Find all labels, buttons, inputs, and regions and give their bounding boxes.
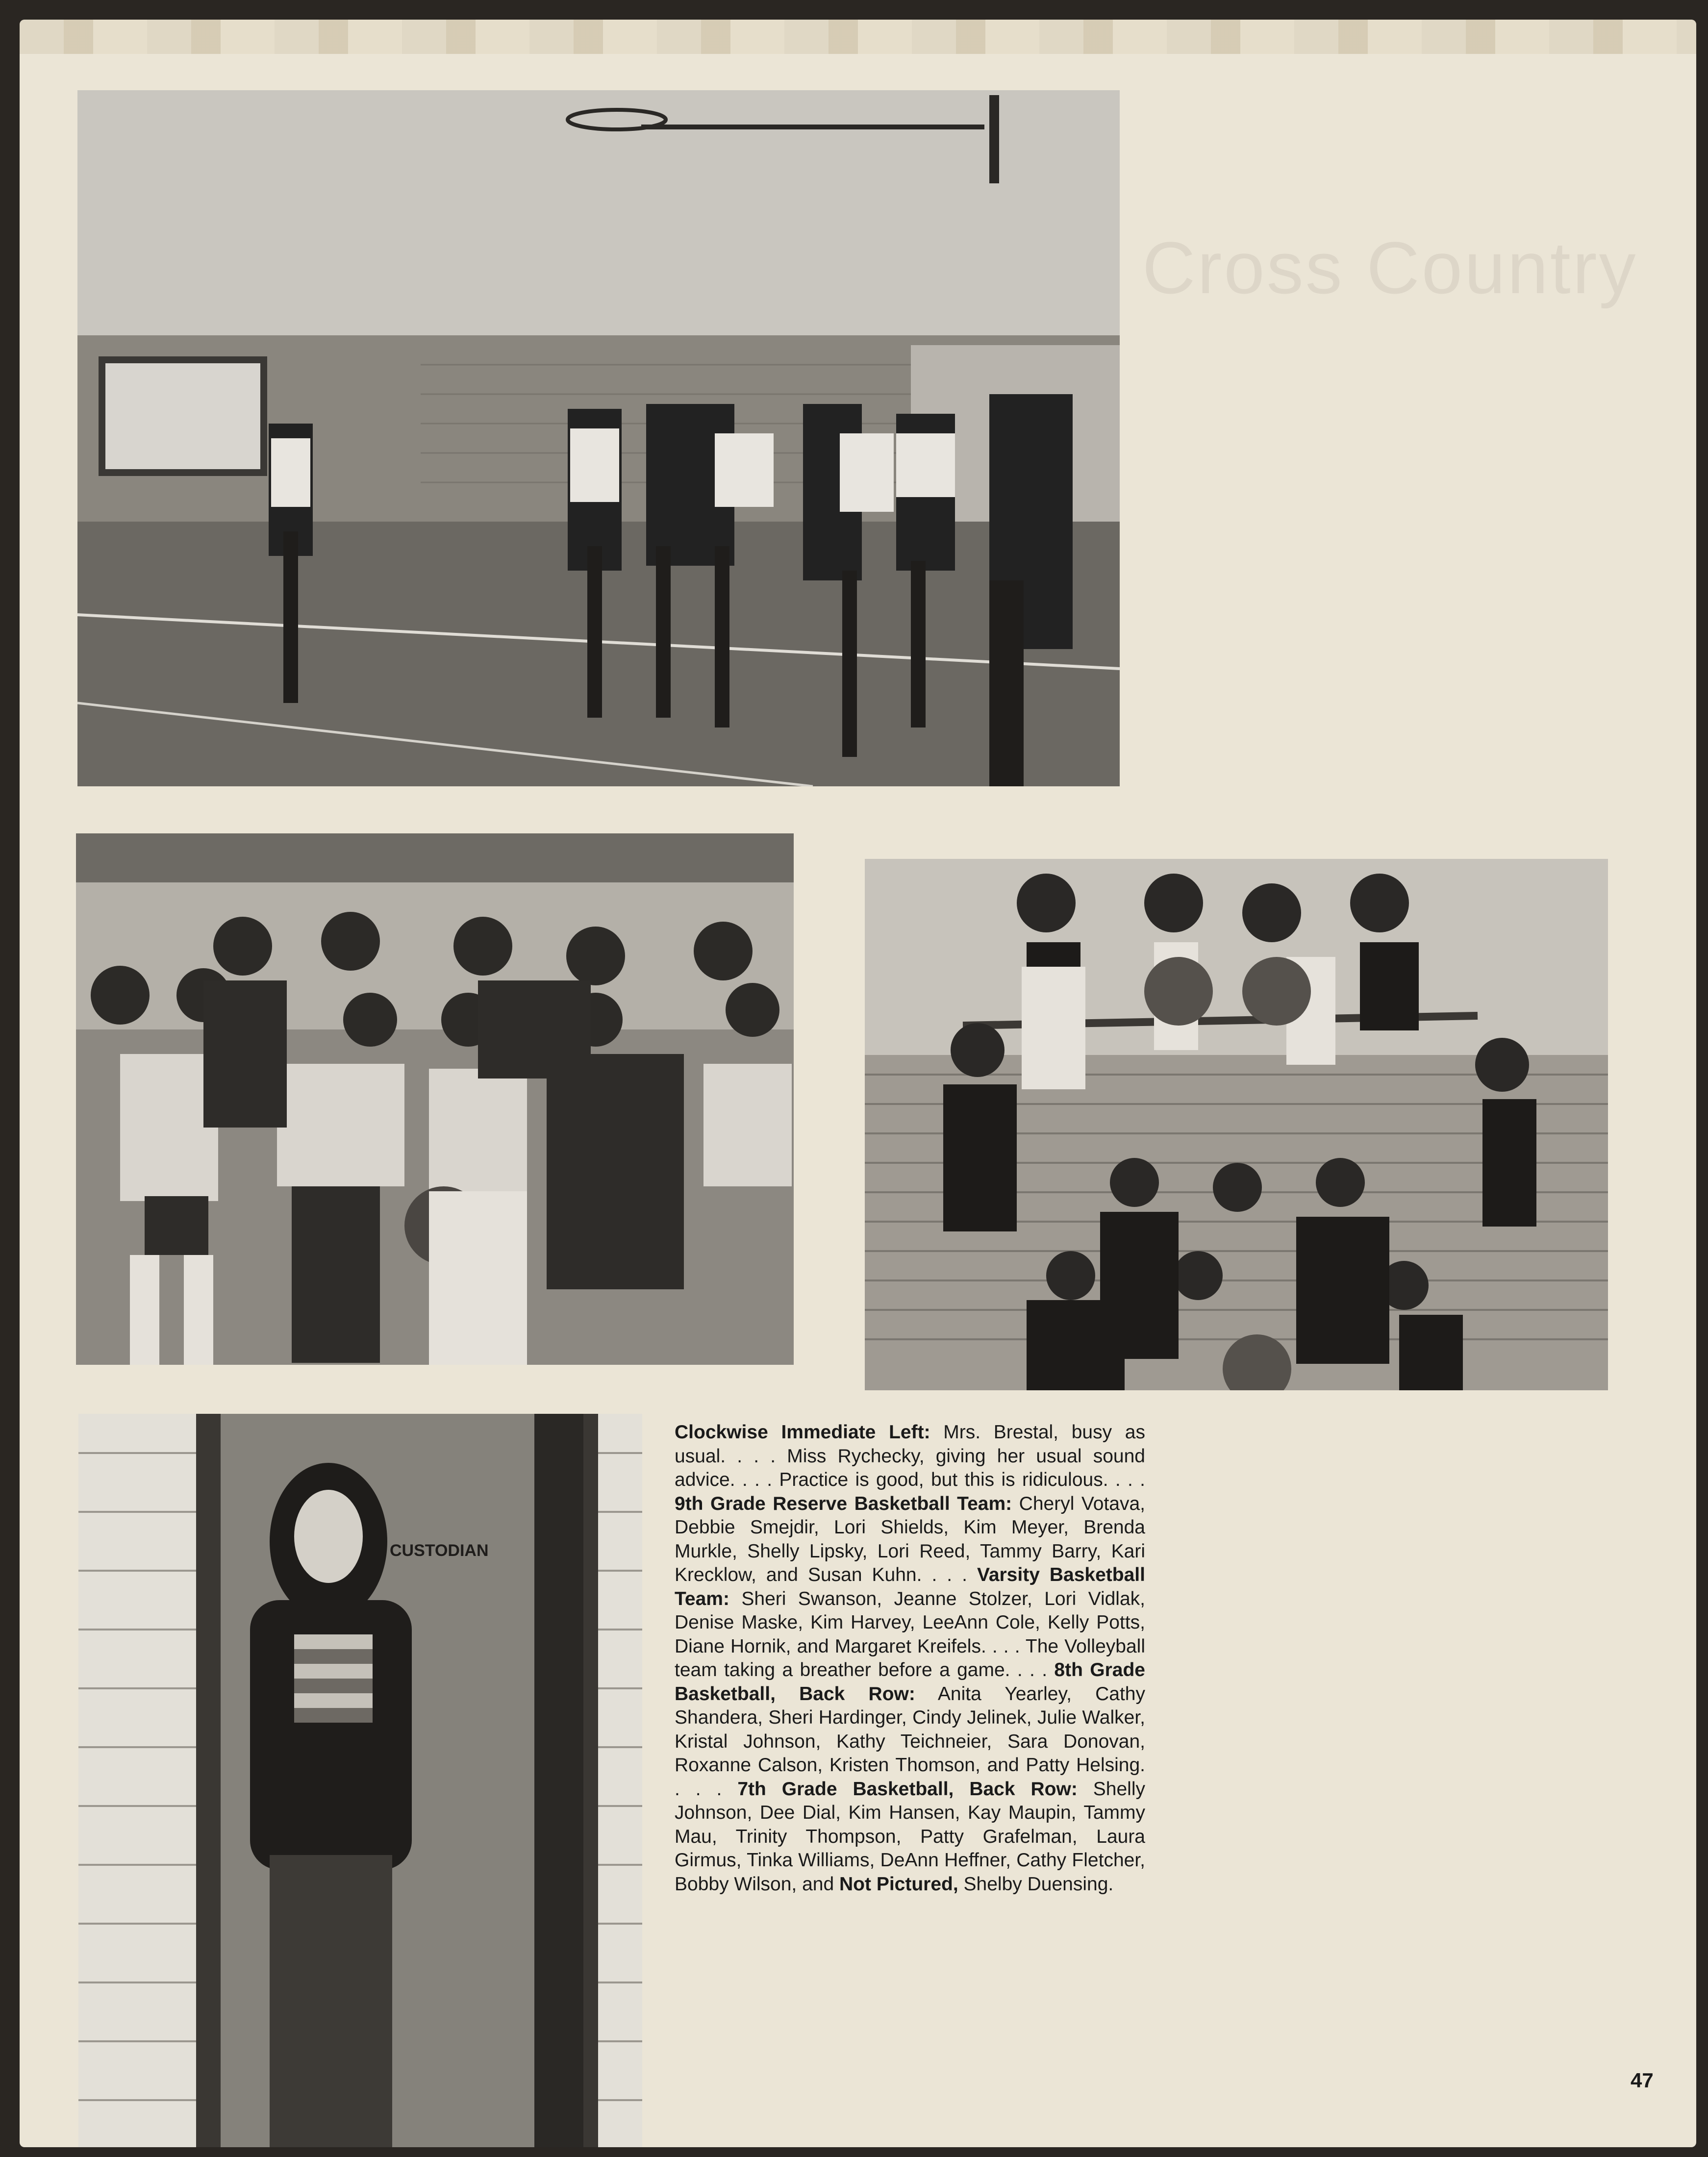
caption-label-reserve: 9th Grade Reserve Basketball Team: bbox=[675, 1493, 1012, 1514]
caption-text-5: Shelly Johnson, Dee Dial, Kim Hansen, Kay Maupin, Tammy Mau, Trinity Thompson, Patty Grafelman, Laura Girmus, Tinka Williams, DeAnn Heffner, Cathy Fletcher, Bobby Wilson, and bbox=[675, 1778, 1145, 1895]
caption-text-4: Anita Yearley, Cathy Shandera, Sheri Hardinger, Cindy Jelinek, Julie Walker, Kristal Johnson, Kathy Teichneier, Sara Donovan, Roxanne Calson, Kristen Thomson, and Patty Helsing. . . . bbox=[675, 1683, 1145, 1800]
coach-portrait-photo bbox=[78, 1414, 642, 2147]
photo-caption bbox=[675, 1421, 1145, 1896]
bleed-through-title: Cross Country bbox=[1142, 226, 1638, 309]
reserve-basketball-team-photo bbox=[76, 833, 794, 1365]
caption-label-8th-grade: 8th Grade Basketball, Back Row: bbox=[675, 1659, 1145, 1705]
yearbook-page bbox=[20, 20, 1696, 2147]
door-sign: CUSTODIAN bbox=[390, 1541, 489, 1560]
caption-label-varsity: Varsity Basketball Team: bbox=[675, 1564, 1145, 1609]
caption-text-3: Sheri Swanson, Jeanne Stolzer, Lori Vidlak, Denise Maske, Kim Harvey, LeeAnn Cole, Kelly Potts, Diane Hornik, and Margaret Kreifels. . . . The Volleyball team taking a breather before a game. . . . bbox=[675, 1588, 1145, 1680]
page-number: 47 bbox=[1631, 2069, 1654, 2092]
caption-label-7th-grade: 7th Grade Basketball, Back Row: bbox=[737, 1778, 1078, 1800]
volleyball-team-photo bbox=[77, 90, 1120, 786]
caption-text-1: Mrs. Brestal, busy as usual. . . . Miss Rychecky, giving her usual sound advice. . . . Practice is good, but this is ridiculous. . . . bbox=[675, 1422, 1145, 1490]
caption-label-not-pictured: Not Pictured, bbox=[839, 1873, 958, 1895]
torn-top-edge bbox=[20, 20, 1696, 54]
caption-text-6: Shelby Duensing. bbox=[958, 1873, 1114, 1895]
basketball-team-bleachers-photo bbox=[865, 859, 1608, 1390]
caption-label-clockwise: Clockwise Immediate Left: bbox=[675, 1422, 930, 1443]
caption-text-2: Cheryl Votava, Debbie Smejdir, Lori Shields, Kim Meyer, Brenda Murkle, Shelly Lipsky, Lori Reed, Tammy Barry, Kari Krecklow, and Susan Kuhn. . . . bbox=[675, 1493, 1145, 1585]
